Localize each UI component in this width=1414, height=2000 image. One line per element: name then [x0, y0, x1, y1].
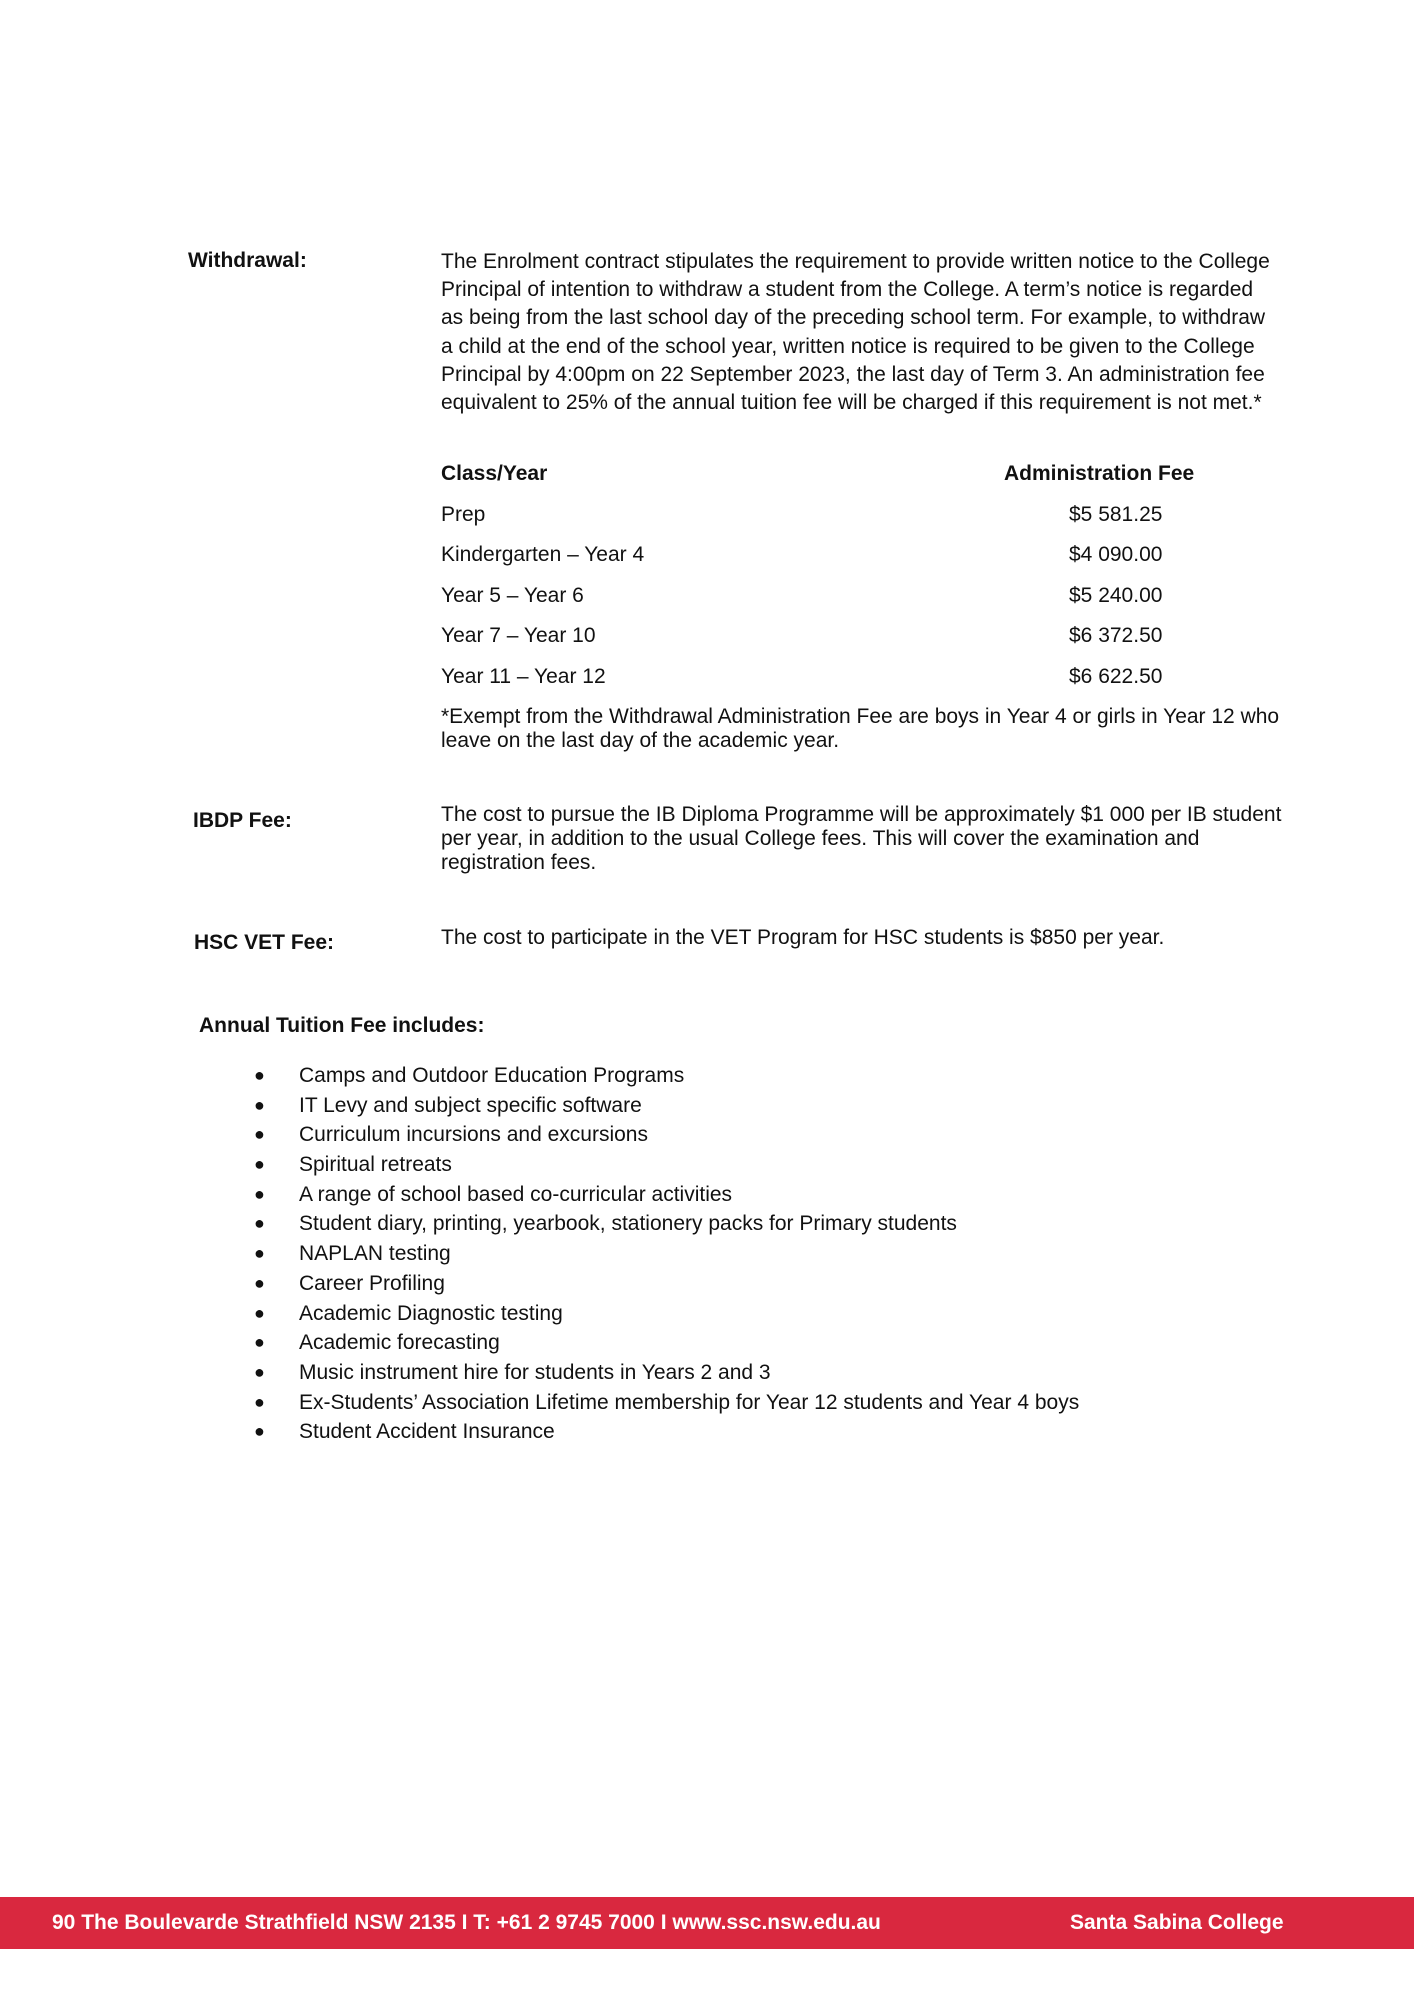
footer-bar	[0, 1897, 1414, 1949]
administration-fee-table	[441, 459, 1221, 702]
list-item-text: Music instrument hire for students in Years 2 and 3	[299, 1360, 771, 1384]
ibdp-line: per year, in addition to the usual College fees. This will cover the examination and	[441, 827, 1200, 850]
withdrawal-label: Withdrawal:	[188, 249, 307, 272]
bullet-icon: ●	[254, 1391, 265, 1412]
bullet-icon: ●	[254, 1124, 265, 1145]
fee-row	[441, 662, 1221, 703]
bullet-icon: ●	[254, 1302, 265, 1323]
bullet-icon: ●	[254, 1094, 265, 1115]
fee-row	[441, 500, 1221, 541]
list-item-text: Career Profiling	[299, 1271, 445, 1295]
exemption-note	[441, 705, 1321, 753]
fee-table-header	[441, 459, 1221, 500]
tuition-includes-heading: Annual Tuition Fee includes:	[199, 1014, 485, 1037]
bullet-icon: ●	[254, 1183, 265, 1204]
bullet-icon: ●	[254, 1361, 265, 1382]
fee-row-class: Prep	[441, 502, 486, 526]
list-item-text: Camps and Outdoor Education Programs	[299, 1064, 685, 1087]
footer-contact-info: 90 The Boulevarde Strathfield NSW 2135 I T: +61 2 9745 7000 I www.ssc.nsw.edu.au	[52, 1911, 881, 1934]
withdrawal-paragraph: The Enrolment contract stipulates the requirement to provide written notice to the College Principal of intention to withdraw a student from the College. A term’s notice is regarded as being from the last school day of the preceding school term. For example, to withdraw a child at the end of the school year, written notice is required to be given to the College Principal by 4:00pm on 22 September 2023, the last day of Term 3. An administration fee equivalent to 25% of the annual tuition fee will be charged if this requirement is not met.*	[441, 250, 1270, 415]
ibdp-fee-label: IBDP Fee:	[193, 809, 292, 832]
list-item-text: Student diary, printing, yearbook, stationery packs for Primary students	[299, 1212, 957, 1236]
bullet-icon: ●	[254, 1272, 265, 1293]
fee-row	[441, 540, 1221, 581]
bullet-icon: ●	[254, 1421, 265, 1442]
list-item-text: Curriculum incursions and excursions	[299, 1123, 648, 1147]
fee-row-amount: $5 240.00	[1069, 583, 1163, 607]
list-item-text: Academic Diagnostic testing	[299, 1301, 563, 1325]
list-item-text: Academic forecasting	[299, 1331, 500, 1355]
list-item-text: Ex-Students’ Association Lifetime membership for Year 12 students and Year 4 boys	[299, 1390, 1080, 1414]
exemption-note-line: leave on the last day of the academic year.	[441, 729, 840, 752]
fee-row-amount: $4 090.00	[1069, 543, 1163, 566]
bullet-icon: ●	[254, 1243, 265, 1264]
fee-row	[441, 581, 1221, 622]
list-item-text: A range of school based co-curricular activities	[299, 1182, 733, 1206]
fee-row-amount: $5 581.25	[1069, 502, 1163, 526]
list-item-text: Spiritual retreats	[299, 1153, 452, 1177]
bullet-icon: ●	[254, 1213, 265, 1234]
list-item-text: Student Accident Insurance	[299, 1420, 555, 1444]
fee-row-class: Year 5 – Year 6	[441, 583, 584, 607]
fee-row	[441, 621, 1221, 662]
list-item-text: NAPLAN testing	[299, 1242, 451, 1266]
list-item-text: IT Levy and subject specific software	[299, 1093, 642, 1117]
fee-row-amount: $6 622.50	[1069, 664, 1163, 688]
fee-row-amount: $6 372.50	[1069, 624, 1163, 647]
exemption-note-line: *Exempt from the Withdrawal Administration Fee are boys in Year 4 or girls in Year 12 who	[441, 705, 1280, 728]
footer-college-name: Santa Sabina College	[1070, 1911, 1284, 1934]
ibdp-fee-paragraph	[441, 803, 1321, 875]
fee-row-class: Year 11 – Year 12	[441, 664, 606, 688]
ibdp-line: The cost to pursue the IB Diploma Programme will be approximately $1 000 per IB student	[441, 803, 1282, 826]
bullet-icon: ●	[254, 1332, 265, 1353]
fee-row-class: Kindergarten – Year 4	[441, 543, 645, 566]
administration-fee-header: Administration Fee	[1004, 462, 1195, 485]
bullet-icon: ●	[254, 1065, 265, 1085]
class-year-header: Class/Year	[441, 462, 548, 485]
fee-row-class: Year 7 – Year 10	[441, 624, 596, 647]
bullet-icon: ●	[254, 1154, 265, 1175]
ibdp-line: registration fees.	[441, 851, 597, 874]
hsc-vet-fee-paragraph: The cost to participate in the VET Program for HSC students is $850 per year.	[441, 926, 1165, 949]
hsc-vet-fee-label: HSC VET Fee:	[194, 931, 335, 954]
